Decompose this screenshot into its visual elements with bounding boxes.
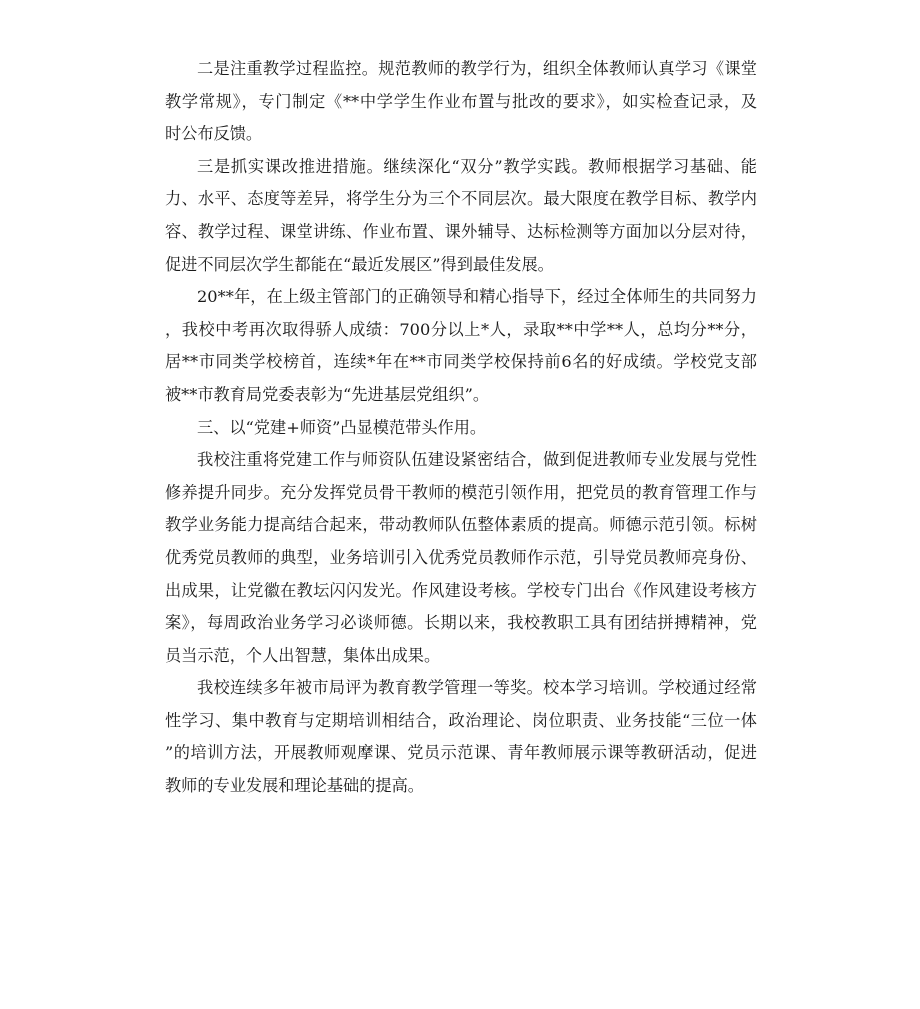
text-line: 二是注重教学过程监控。规范教师的教学行为，组织全体教师认真学习《课堂 xyxy=(197,59,757,78)
text-line: 教师的专业发展和理论基础的提高。 xyxy=(165,776,424,796)
text-line: 性学习、集中教育与定期培训相结合，政治理论、岗位职责、业务技能“三位一体 xyxy=(165,710,757,730)
text-line: 教学常规》，专门制定《**中学学生作业布置与批改的要求》，如实检查记录，及 xyxy=(165,91,757,111)
text-line: ”的培训方法，开展教师观摩课、党员示范课、青年教师展示课等教研活动，促进 xyxy=(165,743,757,763)
text-line: 容、教学过程、课堂讲练、作业布置、课外辅导、达标检测等方面加以分层对待， xyxy=(165,221,757,241)
text-line: 被**市教育局党委表彰为“先进基层党组织”。 xyxy=(165,384,490,404)
section-heading-party-building xyxy=(165,412,757,445)
text-line: ，我校中考再次取得骄人成绩：700分以上*人，录取**中学**人，总均分**分， xyxy=(165,319,757,339)
section-heading: 三、以“党建+师资”凸显模范带头作用。 xyxy=(197,417,487,437)
text-line: 我校注重将党建工作与师资队伍建设紧密结合，做到促进教师专业发展与党性 xyxy=(197,450,757,470)
text-line: 居**市同类学校榜首，连续*年在**市同类学校保持前6名的好成绩。学校党支部 xyxy=(165,352,757,372)
text-line: 促进不同层次学生都能在“最近发展区”得到最佳发展。 xyxy=(165,254,554,274)
text-line: 优秀党员教师的典型，业务培训引入优秀党员教师作示范，引导党员教师亮身份、 xyxy=(165,547,757,567)
paragraph-exam-results xyxy=(165,281,757,411)
text-line: 20**年，在上级主管部门的正确领导和精心指导下，经过全体师生的共同努力 xyxy=(197,287,757,307)
text-line: 三是抓实课改推进措施。继续深化“双分”教学实践。教师根据学习基础、能 xyxy=(197,156,757,176)
paragraph-curriculum-reform xyxy=(165,151,757,281)
paragraph-teaching-monitoring xyxy=(165,53,757,151)
text-line: 教学业务能力提高结合起来，带动教师队伍整体素质的提高。师德示范引领。标树 xyxy=(165,515,757,535)
text-line: 修养提升同步。充分发挥党员骨干教师的模范引领作用，把党员的教育管理工作与 xyxy=(165,482,757,502)
paragraph-party-teacher-integration xyxy=(165,444,757,672)
document-body xyxy=(165,53,757,803)
text-line: 案》，每周政治业务学习必谈师德。长期以来，我校教职工具有团结拼搏精神，党 xyxy=(165,613,757,633)
text-line: 我校连续多年被市局评为教育教学管理一等奖。校本学习培训。学校通过经常 xyxy=(197,678,757,698)
text-line: 员当示范，个人出智慧，集体出成果。 xyxy=(165,645,441,665)
text-line: 时公布反馈。 xyxy=(165,124,263,144)
text-line: 出成果，让党徽在教坛闪闪发光。作风建设考核。学校专门出台《作风建设考核方 xyxy=(165,580,757,600)
paragraph-school-training xyxy=(165,672,757,802)
text-line: 力、水平、态度等差异，将学生分为三个不同层次。最大限度在教学目标、教学内 xyxy=(165,189,757,209)
